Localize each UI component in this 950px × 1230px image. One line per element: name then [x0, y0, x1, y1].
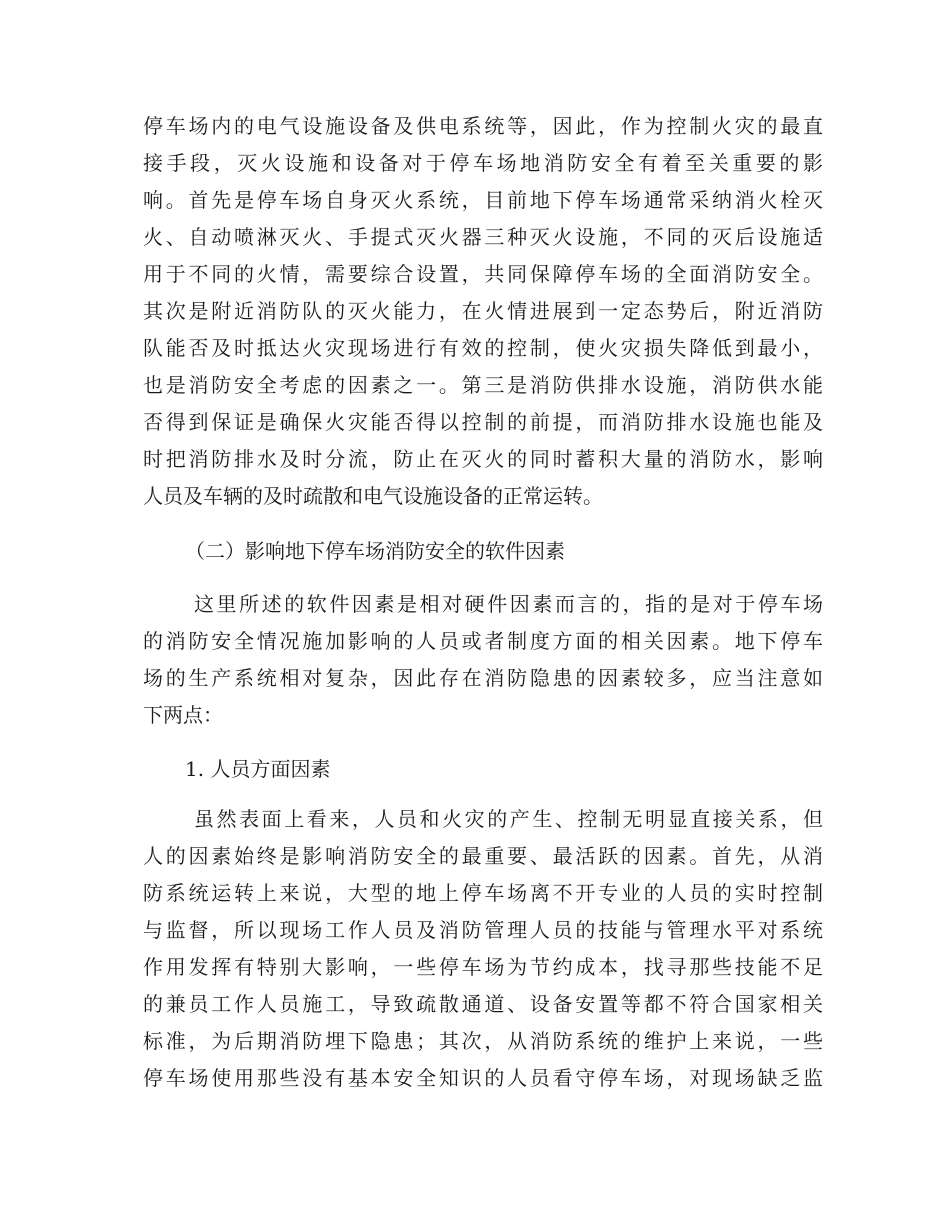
paragraph-1-line: 也是消防安全考虑的因素之一。第三是消防供排水设施，消防供水能 — [143, 373, 823, 397]
paragraph-3-line: 防系统运转上来说，大型的地上停车场离不开专业的人员的实时控制 — [143, 881, 823, 905]
paragraph-1-line: 接手段，灭火设施和设备对于停车场地消防安全有着至关重要的影 — [143, 151, 823, 175]
paragraph-1-line: 否得到保证是确保火灾能否得以控制的前提，而消防排水设施也能及 — [143, 410, 823, 434]
paragraph-1-line: 人员及车辆的及时疏散和电气设施设备的正常运转。 — [143, 484, 603, 508]
paragraph-3-line: 停车场使用那些没有基本安全知识的人员看守停车场，对现场缺乏监 — [143, 1066, 823, 1090]
paragraph-3-line: 虽然表面上看来，人员和火灾的产生、控制无明显直接关系，但 — [194, 807, 823, 831]
section-heading: （二）影响地下停车场消防安全的软件因素 — [185, 539, 565, 563]
paragraph-1-line: 队能否及时抵达火灾现场进行有效的控制，使火灾损失降低到最小， — [143, 336, 823, 360]
paragraph-2-line: 下两点： — [143, 703, 223, 727]
paragraph-2-line: 场的生产系统相对复杂，因此存在消防隐患的因素较多，应当注意如 — [143, 666, 823, 690]
paragraph-2-line: 这里所述的软件因素是相对硬件因素而言的，指的是对于停车场 — [194, 592, 823, 616]
paragraph-3-line: 人的因素始终是影响消防安全的最重要、最活跃的因素。首先，从消 — [143, 844, 823, 868]
paragraph-1-line: 火、自动喷淋灭火、手提式灭火器三种灭火设施，不同的灭后设施适 — [143, 225, 823, 249]
paragraph-3-line: 的兼员工作人员施工，导致疏散通道、设备安置等都不符合国家相关 — [143, 992, 823, 1016]
paragraph-1-line: 停车场内的电气设施设备及供电系统等，因此，作为控制火灾的最直 — [143, 114, 823, 138]
paragraph-3-line: 作用发挥有特别大影响，一些停车场为节约成本，找寻那些技能不足 — [143, 955, 823, 979]
paragraph-1-line: 其次是附近消防队的灭火能力，在火情进展到一定态势后，附近消防 — [143, 299, 823, 323]
subheading: 1. 人员方面因素 — [185, 757, 331, 781]
paragraph-2-line: 的消防安全情况施加影响的人员或者制度方面的相关因素。地下停车 — [143, 629, 823, 653]
paragraph-1-line: 响。首先是停车场自身灭火系统，目前地下停车场通常采纳消火栓灭 — [143, 188, 823, 212]
paragraph-1-line: 用于不同的火情，需要综合设置，共同保障停车场的全面消防安全。 — [143, 262, 823, 286]
paragraph-1-line: 时把消防排水及时分流，防止在灭火的同时蓄积大量的消防水，影响 — [143, 447, 823, 471]
paragraph-3-line: 标准，为后期消防埋下隐患；其次，从消防系统的维护上来说，一些 — [143, 1029, 823, 1053]
paragraph-3-line: 与监督，所以现场工作人员及消防管理人员的技能与管理水平对系统 — [143, 918, 823, 942]
